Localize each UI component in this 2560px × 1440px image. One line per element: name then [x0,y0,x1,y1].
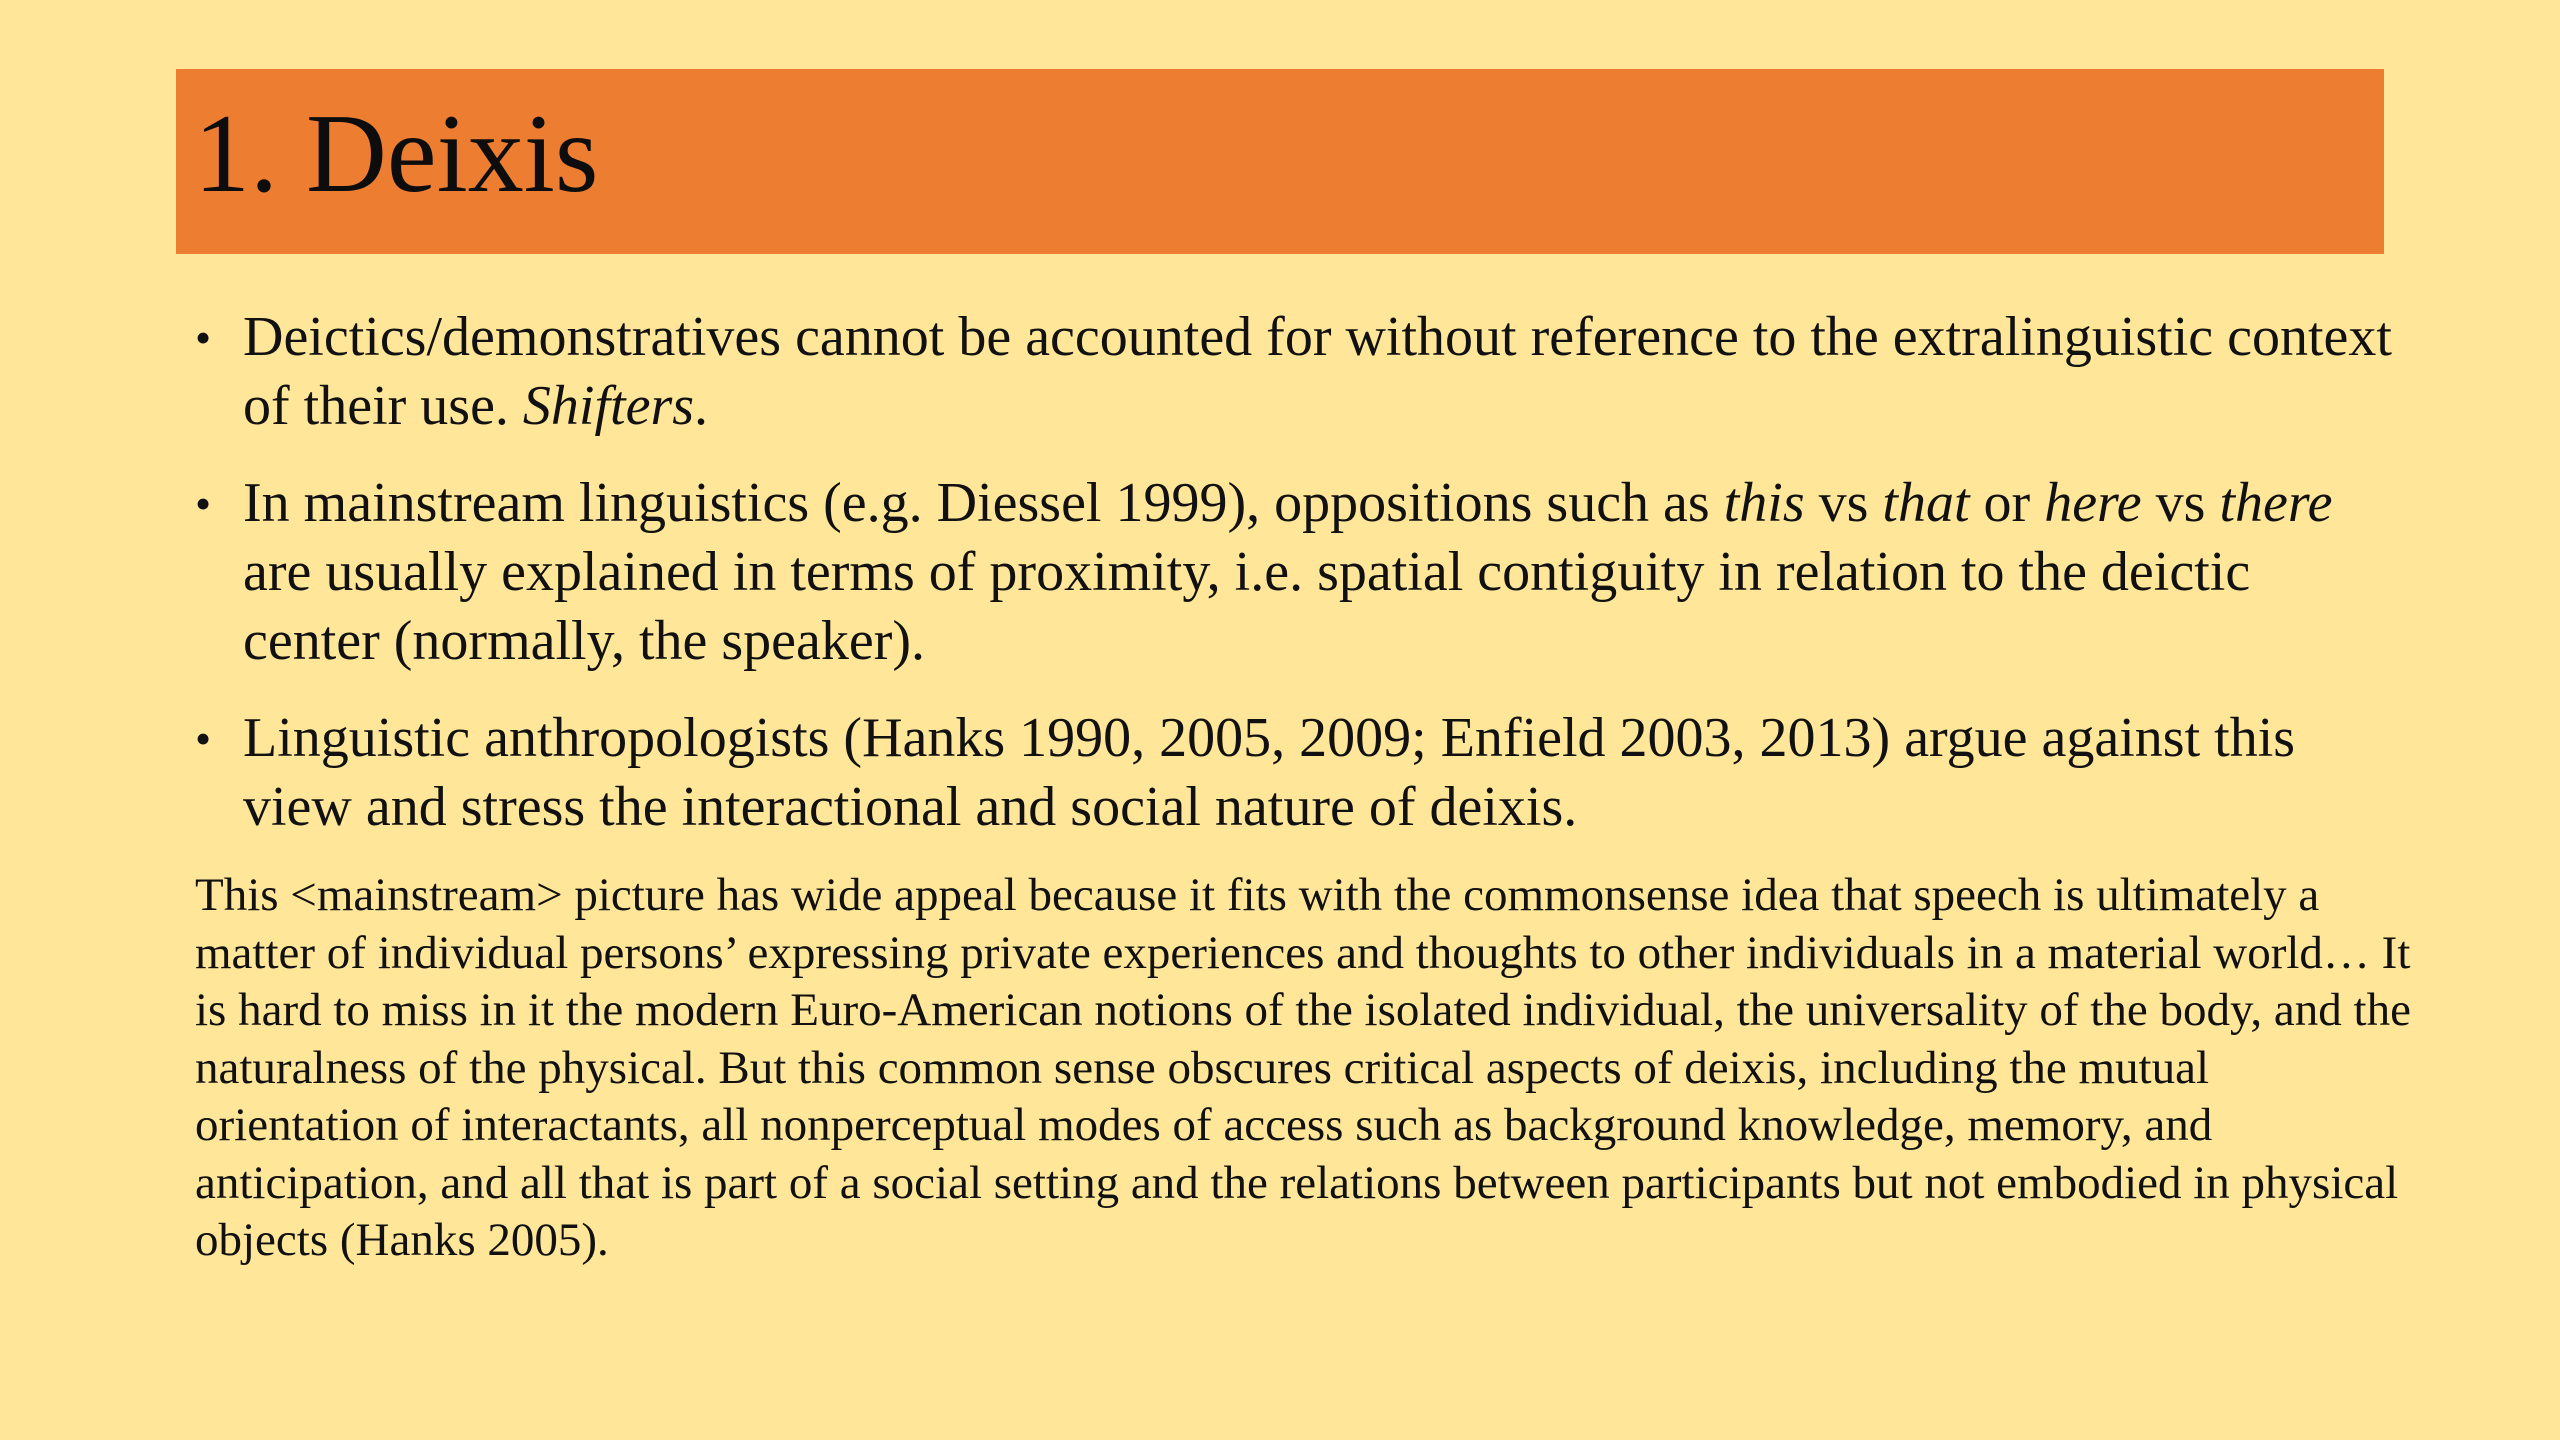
bullet-italic-term: there [2219,472,2333,534]
bullet-dot-icon: • [195,713,212,764]
bullet-italic-term: this [1723,472,1805,534]
bullet-dot-icon: • [195,312,212,363]
bullet-text: In mainstream linguistics (e.g. Diessel 1999), oppositions such as [243,472,1724,534]
bullet-italic-term: that [1882,472,1970,534]
bullet-text: are usually explained in terms of proximity, i.e. spatial contiguity in relation to the deictic center (normally, the speaker). [243,541,2251,672]
bullet-item [195,303,2395,441]
bullet-italic-term: here [2044,472,2142,534]
bullet-text: . [694,375,709,437]
hanks-quote: This <mainstream> picture has wide appeal because it fits with the commonsense idea that speech is ultimately a matter of individual persons’ expressing private experiences and thoughts to other individuals in a material world… It is hard to miss in it the modern Euro-American notions of the isolated individual, the universality of the body, and the naturalness of the physical. But this common sense obscures critical aspects of deixis, including the mutual orientation of interactants, all nonperceptual modes of access such as background knowledge, memory, and anticipation, and all that is part of a social setting and the relations between participants but not embodied in physical objects (Hanks 2005). [195,869,2411,1266]
bullet-text: vs [2141,472,2220,534]
bullet-text: Deictics/demonstratives cannot be accounted for without reference to the extralinguistic context of their use. [243,306,2392,437]
bullet-text: or [1969,472,2045,534]
bullet-dot-icon: • [195,478,212,529]
bullet-item [195,704,2395,842]
bullet-item [195,469,2395,676]
bullet-italic-term: Shifters [522,375,695,437]
title-bar [176,69,2384,254]
bullet-text: vs [1804,472,1883,534]
slide-title: 1. Deixis [194,92,599,216]
bullet-text: Linguistic anthropologists (Hanks 1990, 2005, 2009; Enfield 2003, 2013) argue against this view and stress the interactional and social nature of deixis. [243,707,2296,838]
bullet-list [195,303,2395,870]
